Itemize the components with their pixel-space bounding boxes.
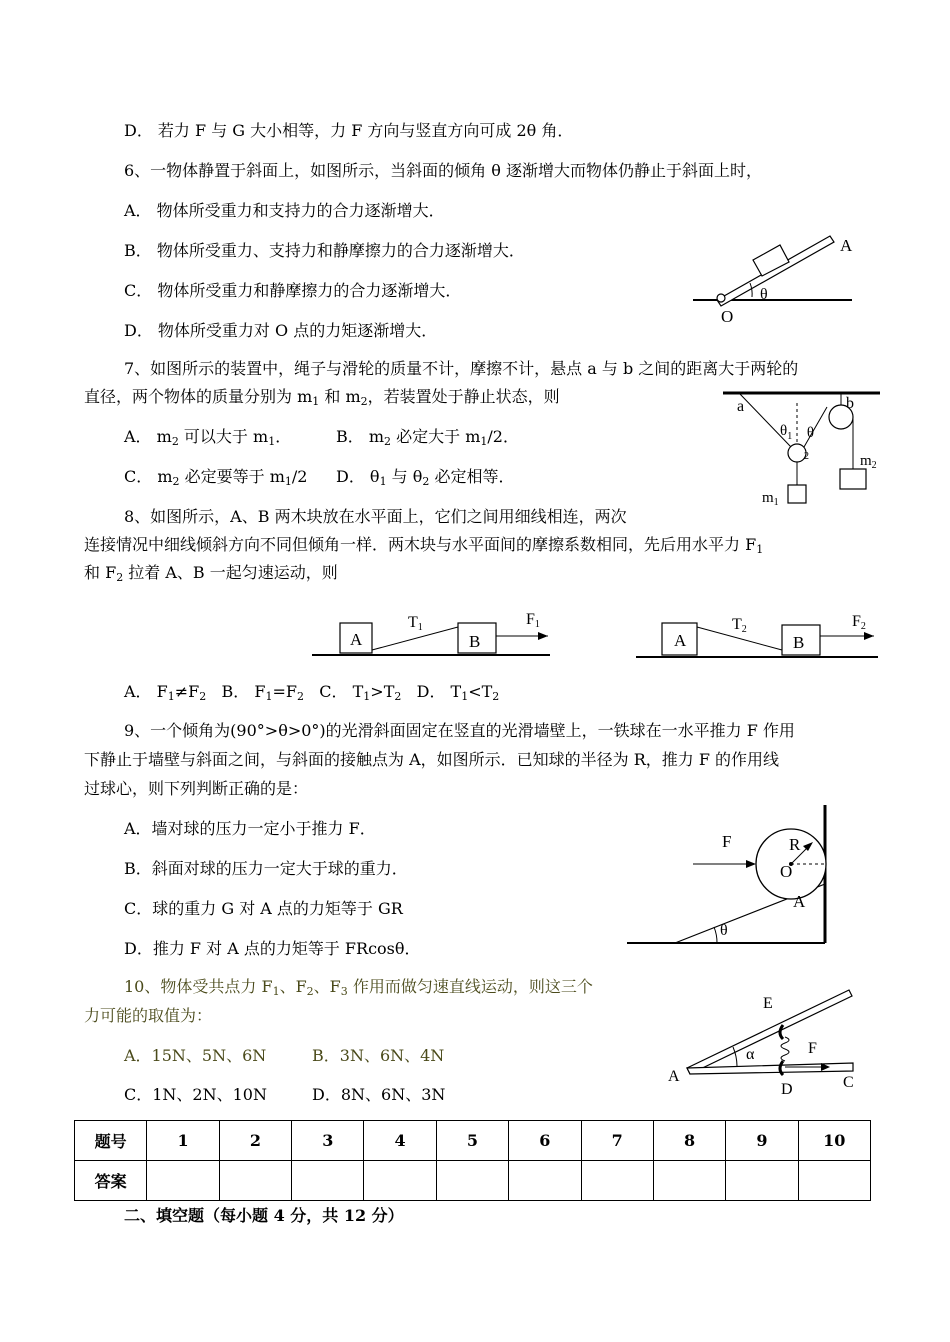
svg-text:θ2: θ 2: [804, 425, 814, 462]
svg-text:F1: F1: [526, 611, 540, 630]
q10-label-d: D: [781, 1081, 793, 1098]
q8-stem-line2: 连接情况中细线倾斜方向不同但倾角一样．两木块与水平面间的摩擦系数相同，先后用水平力 $F_1$: [84, 535, 764, 556]
q10-option-c: C．1N、2N、10N: [124, 1085, 267, 1104]
answer-table-number: 6: [509, 1121, 581, 1161]
q6-option-c: C． 物体所受重力和静摩擦力的合力逐渐增大．: [124, 281, 462, 300]
q9-label-a: A: [793, 892, 806, 911]
answer-cell[interactable]: [292, 1161, 364, 1201]
q8-fig2-label-a: A: [674, 631, 687, 650]
svg-text:m2: $m_2$: [860, 453, 877, 471]
q10-option-a: A．15N、5N、6N: [124, 1046, 267, 1065]
q8-options: A． $F_1\ne F_2$ B． $F_1=F_2$ C． $T_1>T_2$ D． $T_1<T_2$: [124, 682, 500, 703]
answer-cell[interactable]: [436, 1161, 508, 1201]
answer-table-number: 1: [147, 1121, 219, 1161]
answer-table-answer-label: 答案: [75, 1161, 147, 1201]
q10-option-d: D．8N、6N、3N: [312, 1085, 446, 1104]
q6-label-a: A: [840, 236, 853, 255]
q9-stem-line1: 9、一个倾角为(90°>θ>0°)的光滑斜面固定在竖直的光滑墙壁上，一铁球在一水平推力 F 作用: [124, 721, 795, 740]
q10-label-e: E: [763, 995, 773, 1012]
q9-wall-sphere-figure: [625, 800, 835, 950]
q7-label-b: b: [846, 395, 854, 412]
answer-cell[interactable]: [581, 1161, 653, 1201]
q9-label-o: O: [780, 862, 793, 881]
q9-option-b: B．斜面对球的压力一定大于球的重力．: [124, 859, 408, 878]
q8-figure-1: [310, 605, 560, 660]
q9-stem-line3: 过球心，则下列判断正确的是：: [84, 779, 309, 798]
q7-option-d: D． $\theta_1$ 与 $\theta_2$ 必定相等．: [336, 467, 515, 488]
q6-label-o: O: [721, 307, 734, 326]
q10-stem-line2: 力可能的取值为：: [84, 1006, 213, 1025]
answer-table-answer-row: [75, 1161, 871, 1201]
svg-text:m1: $m_1$: [762, 490, 779, 508]
answer-table-number: 2: [219, 1121, 291, 1161]
q9-option-d: D．推力 F 对 A 点的力矩等于 FRcosθ．: [124, 939, 421, 958]
q8-stem-line3: 和 $F_2$ 拉着 A、B 一起匀速运动，则: [84, 563, 338, 584]
answer-table-number: 8: [653, 1121, 725, 1161]
q9-label-r: R: [789, 835, 801, 854]
answer-table-number: 3: [292, 1121, 364, 1161]
q10-label-alpha: α: [746, 1046, 755, 1063]
svg-text:T1: T1: [408, 614, 423, 633]
svg-text:θ1: $\theta_1$: [780, 423, 793, 442]
q10-clamp-figure: [665, 985, 865, 1098]
q9-option-c: C．球的重力 G 对 A 点的力矩等于 GR: [124, 899, 403, 918]
q6-option-a: A． 物体所受重力和支持力的合力逐渐增大．: [124, 201, 445, 220]
answer-table-number: 7: [581, 1121, 653, 1161]
section-2-heading: 二、填空题（每小题 4 分，共 12 分）: [124, 1206, 404, 1225]
answer-table-number: 4: [364, 1121, 436, 1161]
answer-table-header-row: [75, 1121, 871, 1161]
answer-table-number: 9: [726, 1121, 798, 1161]
q8-stem-line1: 8、如图所示，A、B 两木块放在水平面上，它们之间用细线相连，两次: [124, 507, 627, 526]
q7-stem-line2: 直径，两个物体的质量分别为 $m_1$ 和 $m_2$，若装置处于静止状态，则: [84, 387, 560, 408]
answer-table-number: 10: [798, 1121, 870, 1161]
q10-option-b: B．3N、6N、4N: [312, 1046, 445, 1065]
q7-option-b: B． $m_2$ 必定大于 $m_1/2$．: [336, 427, 519, 448]
q7-stem-line1: 7、如图所示的装置中，绳子与滑轮的质量不计，摩擦不计，悬点 a 与 b 之间的距离大于两轮的: [124, 359, 799, 378]
answer-table: [74, 1120, 871, 1201]
svg-text:F2: F2: [852, 613, 866, 632]
q6-incline-figure: [690, 225, 870, 325]
q9-stem-line2: 下静止于墙壁与斜面之间，与斜面的接触点为 A，如图所示．已知球的半径为 R，推力 F 的作用线: [84, 750, 780, 769]
q10-label-a: A: [668, 1068, 680, 1085]
q9-label-f: F: [722, 832, 732, 851]
q6-option-d: D． 物体所受重力对 O 点的力矩逐渐增大．: [124, 321, 438, 340]
answer-cell[interactable]: [798, 1161, 870, 1201]
q7-label-a: a: [737, 398, 745, 415]
q8-fig1-label-b: B: [469, 632, 481, 651]
q9-option-a: A．墙对球的压力一定小于推力 F．: [124, 819, 376, 838]
q6-label-theta: θ: [760, 286, 768, 303]
answer-cell[interactable]: [219, 1161, 291, 1201]
answer-cell[interactable]: [364, 1161, 436, 1201]
answer-cell[interactable]: [726, 1161, 798, 1201]
q7-option-a: A． $m_2$ 可以大于 $m_1$．: [124, 427, 292, 448]
answer-table-number: 5: [436, 1121, 508, 1161]
q5-option-d: D． 若力 F 与 G 大小相等，力 F 方向与竖直方向可成 2θ 角．: [124, 121, 574, 140]
q8-fig1-label-a: A: [350, 630, 363, 649]
q6-stem: 6、一物体静置于斜面上，如图所示，当斜面的倾角 θ 逐渐增大而物体仍静止于斜面上时，: [124, 161, 762, 180]
q9-label-theta: θ: [720, 922, 728, 939]
q10-label-c: C: [843, 1074, 854, 1091]
answer-cell[interactable]: [509, 1161, 581, 1201]
q10-stem-line1: 10、物体受共点力 $F_1$、$F_2$、$F_3$ 作用而做匀速直线运动，则这三个: [124, 977, 593, 998]
q7-option-c: C． $m_2$ 必定要等于 $m_1/2$: [124, 467, 308, 488]
q6-option-b: B． 物体所受重力、支持力和静摩擦力的合力逐渐增大．: [124, 241, 525, 260]
q8-figure-2: [634, 605, 884, 660]
svg-text:T2: T2: [732, 616, 747, 635]
q10-label-f: F: [808, 1040, 817, 1057]
q7-pulley-figure: [720, 385, 890, 515]
q8-fig2-label-b: B: [793, 633, 805, 652]
answer-cell[interactable]: [653, 1161, 725, 1201]
answer-cell[interactable]: [147, 1161, 219, 1201]
answer-table-header-label: 题号: [75, 1121, 147, 1161]
